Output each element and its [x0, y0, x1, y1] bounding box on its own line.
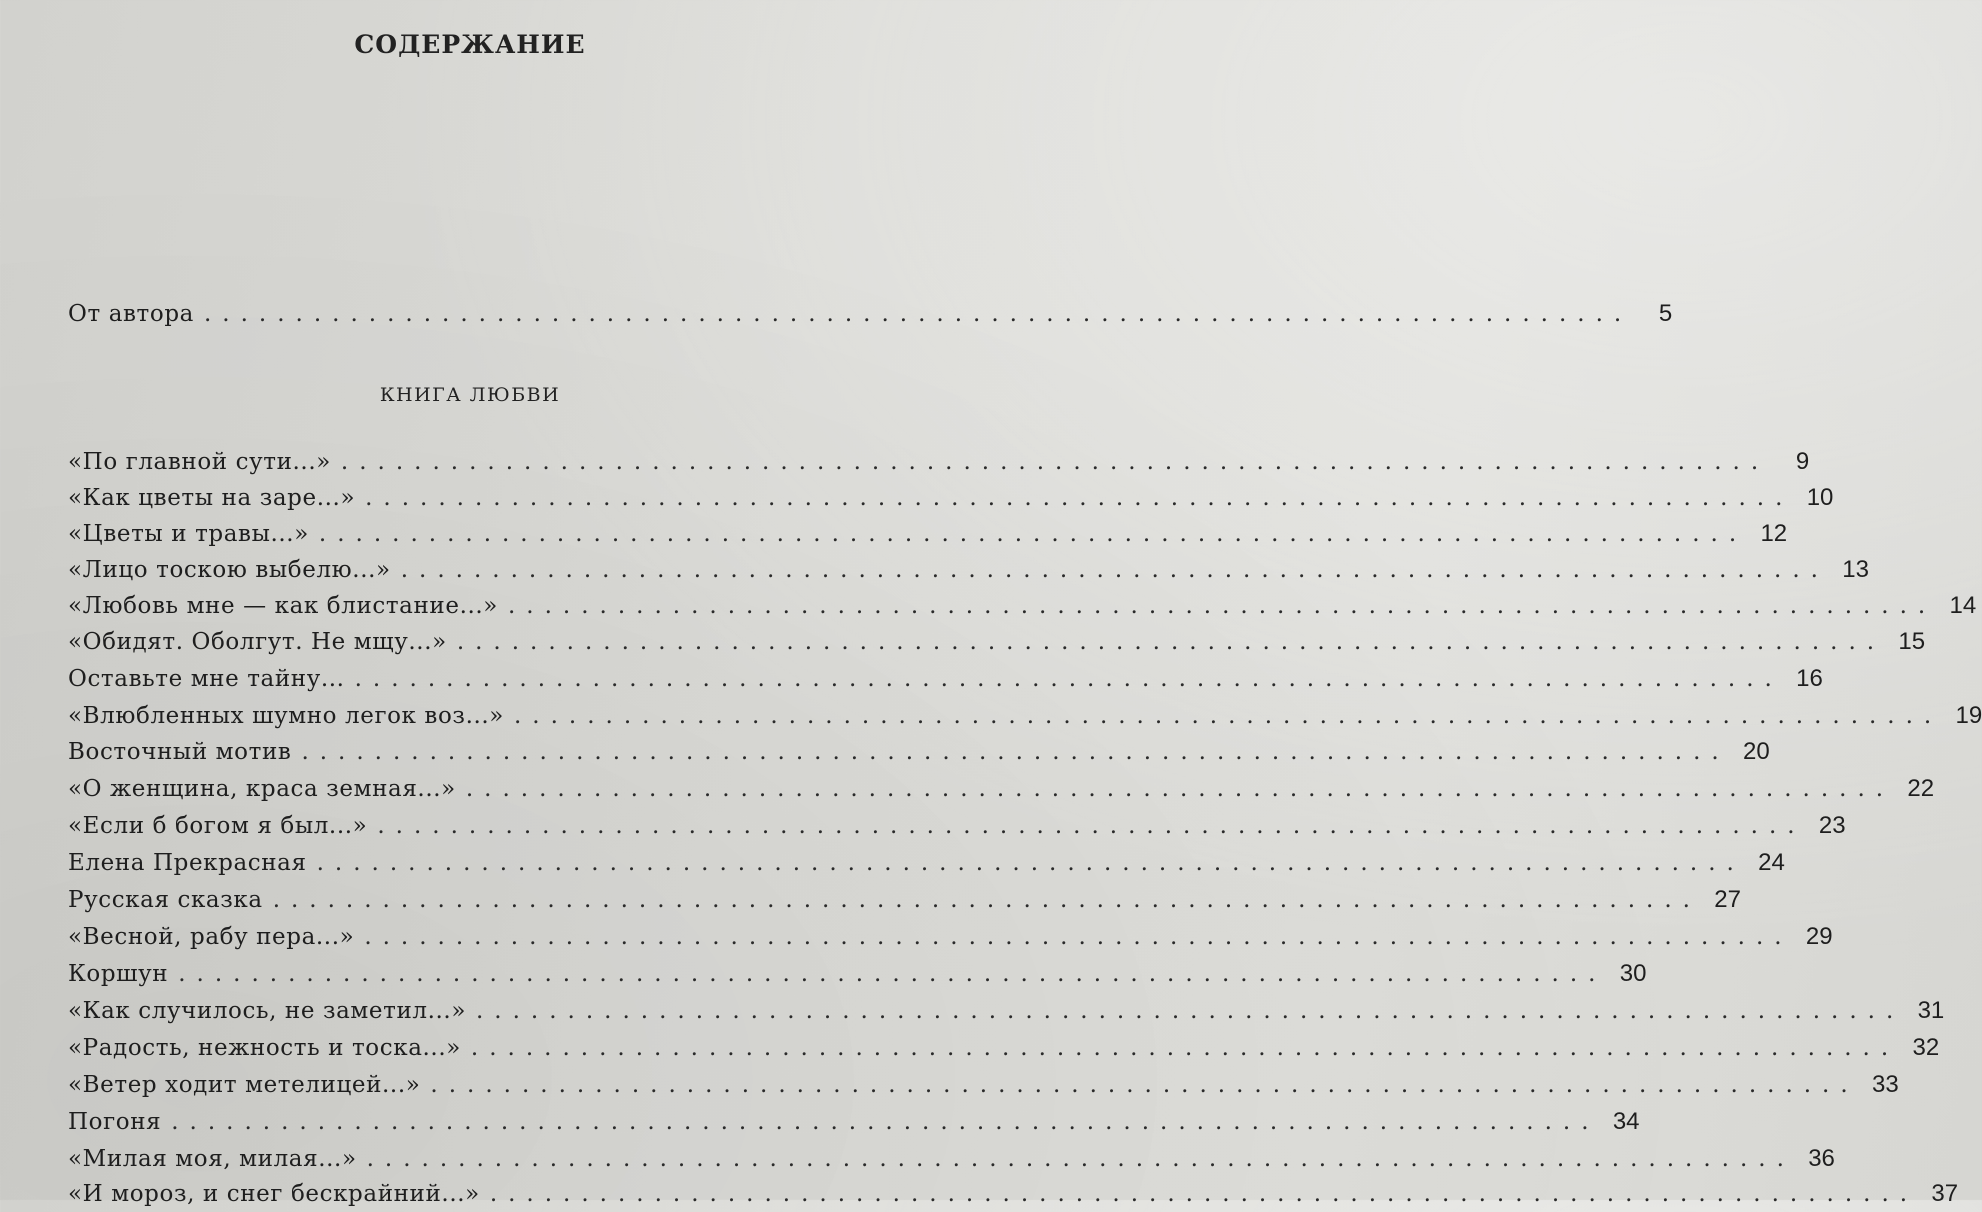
toc-page-number: 23	[1818, 812, 1846, 839]
leader-dots: ..............................................................................	[301, 739, 1730, 765]
toc-row	[68, 698, 1982, 734]
toc-page-number: 20	[1743, 738, 1770, 765]
toc-page-number: 32	[1912, 1034, 1940, 1061]
toc-entry-title: «Если б богом я был...»	[68, 813, 368, 839]
leader-dots: ..............................................................................	[476, 998, 1905, 1024]
toc-row	[68, 1176, 1959, 1212]
leader-dots: ..............................................................................	[430, 1072, 1859, 1098]
toc-page-number: 36	[1808, 1145, 1835, 1172]
toc-entry-title: Погоня	[68, 1109, 162, 1135]
toc-page-number: 34	[1612, 1108, 1640, 1135]
leader-dots: ..............................................................................	[489, 1181, 1919, 1207]
toc-row	[68, 516, 1788, 552]
toc-page-number: 22	[1907, 775, 1935, 802]
leader-dots: ..............................................................................	[456, 629, 1886, 655]
leader-dots: ..............................................................................	[400, 557, 1829, 583]
toc-row	[68, 956, 1647, 992]
toc-row	[68, 882, 1741, 918]
toc-entry-title: «О женщина, краса земная...»	[68, 776, 456, 802]
toc-page-number: 16	[1796, 665, 1823, 692]
toc-row	[68, 588, 1977, 624]
leader-dots: ..............................................................................	[470, 1035, 1900, 1061]
toc-row	[68, 1067, 1899, 1103]
leader-dots: ..............................................................................	[354, 666, 1783, 692]
toc-row	[68, 552, 1869, 588]
toc-entry-title: Елена Прекрасная	[68, 850, 307, 876]
toc-page-number: 15	[1898, 628, 1926, 655]
leader-dots: ..............................................................................	[513, 703, 1943, 729]
toc-row	[68, 661, 1823, 697]
toc-row	[68, 808, 1846, 844]
toc-page-number: 33	[1871, 1071, 1899, 1098]
toc-entry-title: «Как цветы на заре...»	[68, 485, 356, 511]
toc-entry-title: Коршун	[68, 961, 169, 987]
leader-dots: ..............................................................................	[465, 776, 1895, 802]
leader-dots: ..............................................................................	[364, 924, 1793, 950]
toc-entry-title: «И мороз, и снег бескрайний...»	[68, 1181, 480, 1207]
toc-row	[68, 919, 1833, 955]
leader-dots: ..............................................................................	[318, 521, 1748, 547]
toc-row	[68, 771, 1935, 807]
toc-row-foreword	[68, 296, 1673, 332]
toc-entry-title: Восточный мотив	[68, 739, 292, 765]
leader-dots: ..............................................................................	[507, 593, 1937, 619]
toc-row	[68, 845, 1785, 881]
leader-dots: ..............................................................................	[365, 485, 1794, 511]
toc-page-number: 29	[1805, 923, 1833, 950]
toc-entry-title: «Как случилось, не заметил...»	[68, 998, 466, 1024]
leader-dots: ..............................................................................	[272, 887, 1701, 913]
toc-entry-title: «Милая моя, милая...»	[68, 1146, 357, 1172]
leader-dots: ..............................................................................	[178, 961, 1607, 987]
toc-entry-title: «По главной сути...»	[68, 449, 331, 475]
toc-page-number: 14	[1949, 592, 1977, 619]
toc-row	[68, 1104, 1640, 1140]
toc-entry-title: «Радость, нежность и тоска...»	[68, 1035, 461, 1061]
toc-entry-title: «Весной, рабу пера...»	[68, 924, 355, 950]
toc-page-number: 10	[1806, 484, 1834, 511]
toc-page-number: 30	[1619, 960, 1647, 987]
toc-entry-title: От автора	[68, 301, 194, 327]
toc-page-number: 12	[1760, 520, 1788, 547]
toc-page-number: 37	[1931, 1180, 1959, 1207]
toc-page-number: 19	[1955, 702, 1982, 729]
toc-page-number: 9	[1795, 448, 1810, 475]
toc-row	[68, 1030, 1940, 1066]
toc-row	[68, 734, 1770, 770]
toc-page-number: 31	[1917, 997, 1945, 1024]
toc-entry-title: Оставьте мне тайну...	[68, 666, 345, 692]
toc-page-number: 5	[1658, 300, 1673, 327]
toc-entry-title: «Лицо тоскою выбелю...»	[68, 557, 391, 583]
toc-page-number: 27	[1714, 886, 1741, 913]
leader-dots: ..............................................................................	[340, 449, 1770, 475]
leader-dots: ..............................................................................	[171, 1109, 1600, 1135]
section-heading: КНИГА ЛЮБВИ	[379, 384, 561, 406]
toc-page-number: 24	[1758, 849, 1785, 876]
toc-entry-title: «Любовь мне — как блистание...»	[68, 593, 498, 619]
leader-dots: ..............................................................................	[377, 813, 1806, 839]
toc-row	[68, 624, 1926, 660]
toc-row	[68, 1141, 1835, 1177]
leader-dots: ..............................................................................	[203, 301, 1633, 327]
toc-entry-title: «Ветер ходит метелицей...»	[68, 1072, 421, 1098]
leader-dots: ..............................................................................	[316, 850, 1745, 876]
contents-heading: СОДЕРЖАНИЕ	[354, 30, 586, 59]
toc-row	[68, 993, 1945, 1029]
toc-row	[68, 480, 1834, 516]
toc-row	[68, 444, 1810, 480]
toc-page-number: 13	[1842, 556, 1869, 583]
toc-entry-title: «Цветы и травы...»	[68, 521, 309, 547]
toc-entry-title: Русская сказка	[68, 887, 263, 913]
toc-entry-title: «Обидят. Оболгут. Не мщу...»	[68, 629, 447, 655]
toc-entry-title: «Влюбленных шумно легок воз...»	[68, 703, 504, 729]
leader-dots: ..............................................................................	[366, 1146, 1795, 1172]
